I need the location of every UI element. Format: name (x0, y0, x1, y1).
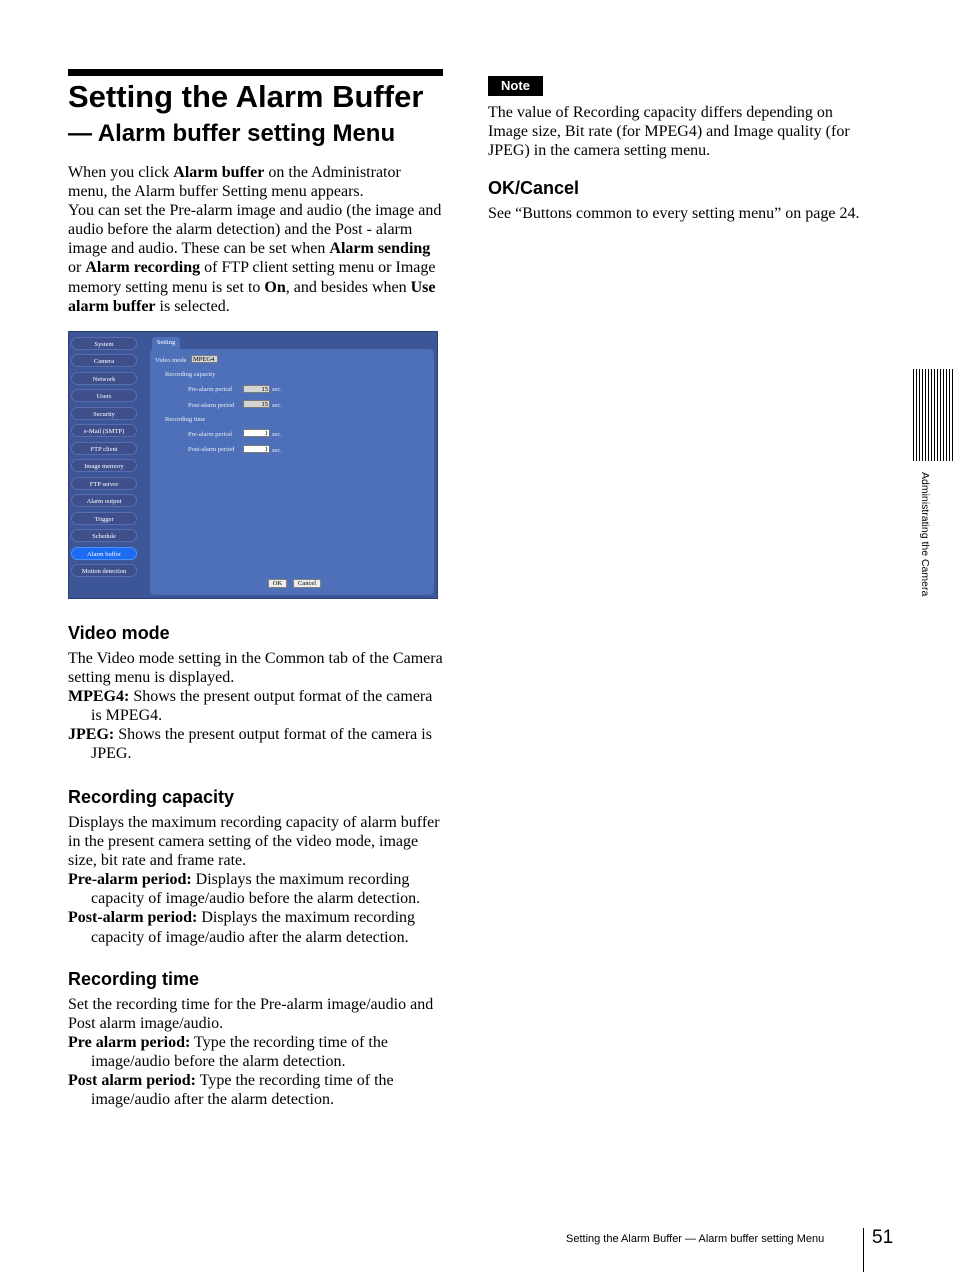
menu-item-alarm-buffer: Alarm buffer (71, 547, 137, 560)
page-title: Setting the Alarm Buffer (68, 79, 424, 114)
thumb-index-bar (913, 369, 954, 461)
recording-time-label: Recording time (165, 416, 206, 423)
intro-text: When you click Alarm buffer on the Administrator menu, the Alarm buffer Setting menu appears. You can set the Pre-alarm image and audio (the image and audio before the alarm detection) and the Post - alarm image and audio. These can be set when Alarm sending or Alarm recording of FTP client setting menu or Image memory setting menu is set to On, and besides when Use alarm buffer is selected. (68, 164, 442, 315)
ok-cancel-heading: OK/Cancel (488, 178, 580, 198)
recording-capacity-pre: Pre-alarm period: Displays the maximum recording capacity of image/audio before the alarm detection. (68, 871, 421, 908)
recording-time-pre: Pre alarm period: Type the recording time of the image/audio before the alarm detection. (68, 1034, 388, 1071)
alarm-buffer-screenshot (68, 331, 438, 599)
recording-capacity-label: Recording capacity (165, 371, 216, 378)
recording-capacity-post: Post-alarm period: Displays the maximum recording capacity of image/audio after the alarm detection. (68, 909, 416, 946)
time-pre-unit: sec. (272, 431, 282, 438)
time-pre-label: Pre-alarm period (188, 431, 232, 438)
menu-item-camera: Camera (71, 354, 137, 367)
time-post-label: Post-alarm period (188, 446, 235, 453)
menu-item-motion-detection: Motion detection (71, 564, 137, 577)
page-number: 51 (872, 1227, 894, 1248)
menu-item-schedule: Schedule (71, 529, 137, 542)
menu-item-security: Security (71, 407, 137, 420)
menu-item-system: System (71, 337, 137, 350)
setting-panel (150, 349, 434, 595)
video-mode-section (68, 649, 443, 764)
menu-item-network: Network (71, 372, 137, 385)
menu-item-email: e-Mail (SMTP) (71, 424, 137, 437)
title-rule (68, 69, 443, 76)
recording-time-post: Post alarm period: Type the recording time of the image/audio after the alarm detection. (68, 1072, 394, 1109)
video-mode-jpeg: JPEG: Shows the present output format of the camera is JPEG. (68, 726, 432, 763)
setting-tab: Setting (152, 337, 180, 349)
ok-button: OK (268, 579, 287, 588)
video-mode-text: The Video mode setting in the Common tab of the Camera setting menu is displayed. (68, 650, 443, 687)
video-mode-label: Video mode (155, 357, 187, 364)
footer-running-title: Setting the Alarm Buffer — Alarm buffer setting Menu (566, 1233, 825, 1245)
menu-item-alarm-output: Alarm output (71, 494, 137, 507)
cancel-button: Cancel (293, 579, 321, 588)
cap-post-label: Post-alarm period (188, 402, 235, 409)
menu-item-ftp-client: FTP client (71, 442, 137, 455)
video-mode-mpeg4: MPEG4: Shows the present output format of the camera is MPEG4. (68, 688, 433, 725)
note-text: The value of Recording capacity differs depending on Image size, Bit rate (for MPEG4) and Image quality (for JPEG) in the camera setting menu. (488, 104, 850, 160)
footer-divider (863, 1228, 864, 1272)
cap-pre-label: Pre-alarm period (188, 386, 232, 393)
menu-item-trigger: Trigger (71, 512, 137, 525)
cap-post-value: 15 (243, 400, 270, 408)
recording-time-heading: Recording time (68, 969, 200, 989)
video-mode-value: MPEG4 (191, 355, 218, 363)
menu-item-image-memory: Image memory (71, 459, 137, 472)
page-subtitle: — Alarm buffer setting Menu (68, 120, 396, 147)
cap-pre-unit: sec. (272, 386, 282, 393)
video-mode-heading: Video mode (68, 623, 170, 643)
menu-item-users: Users (71, 389, 137, 402)
side-section-label: Administrating the Camera (919, 472, 931, 597)
time-pre-input: 1 (243, 429, 270, 437)
recording-capacity-text: Displays the maximum recording capacity of alarm buffer in the present camera setting of the video mode, image size, bit rate and frame rate. (68, 814, 440, 870)
recording-capacity-heading: Recording capacity (68, 787, 235, 807)
recording-time-section (68, 995, 443, 1110)
recording-time-text: Set the recording time for the Pre-alarm image/audio and Post alarm image/audio. (68, 996, 434, 1033)
time-post-input: 1 (243, 445, 270, 453)
time-post-unit: sec. (272, 447, 282, 454)
note-badge: Note (488, 76, 543, 96)
cap-pre-value: 15 (243, 385, 270, 393)
cap-post-unit: sec. (272, 402, 282, 409)
menu-item-ftp-server: FTP server (71, 477, 137, 490)
ok-cancel-text: See “Buttons common to every setting menu” on page 24. (488, 205, 860, 222)
recording-capacity-section (68, 813, 443, 947)
